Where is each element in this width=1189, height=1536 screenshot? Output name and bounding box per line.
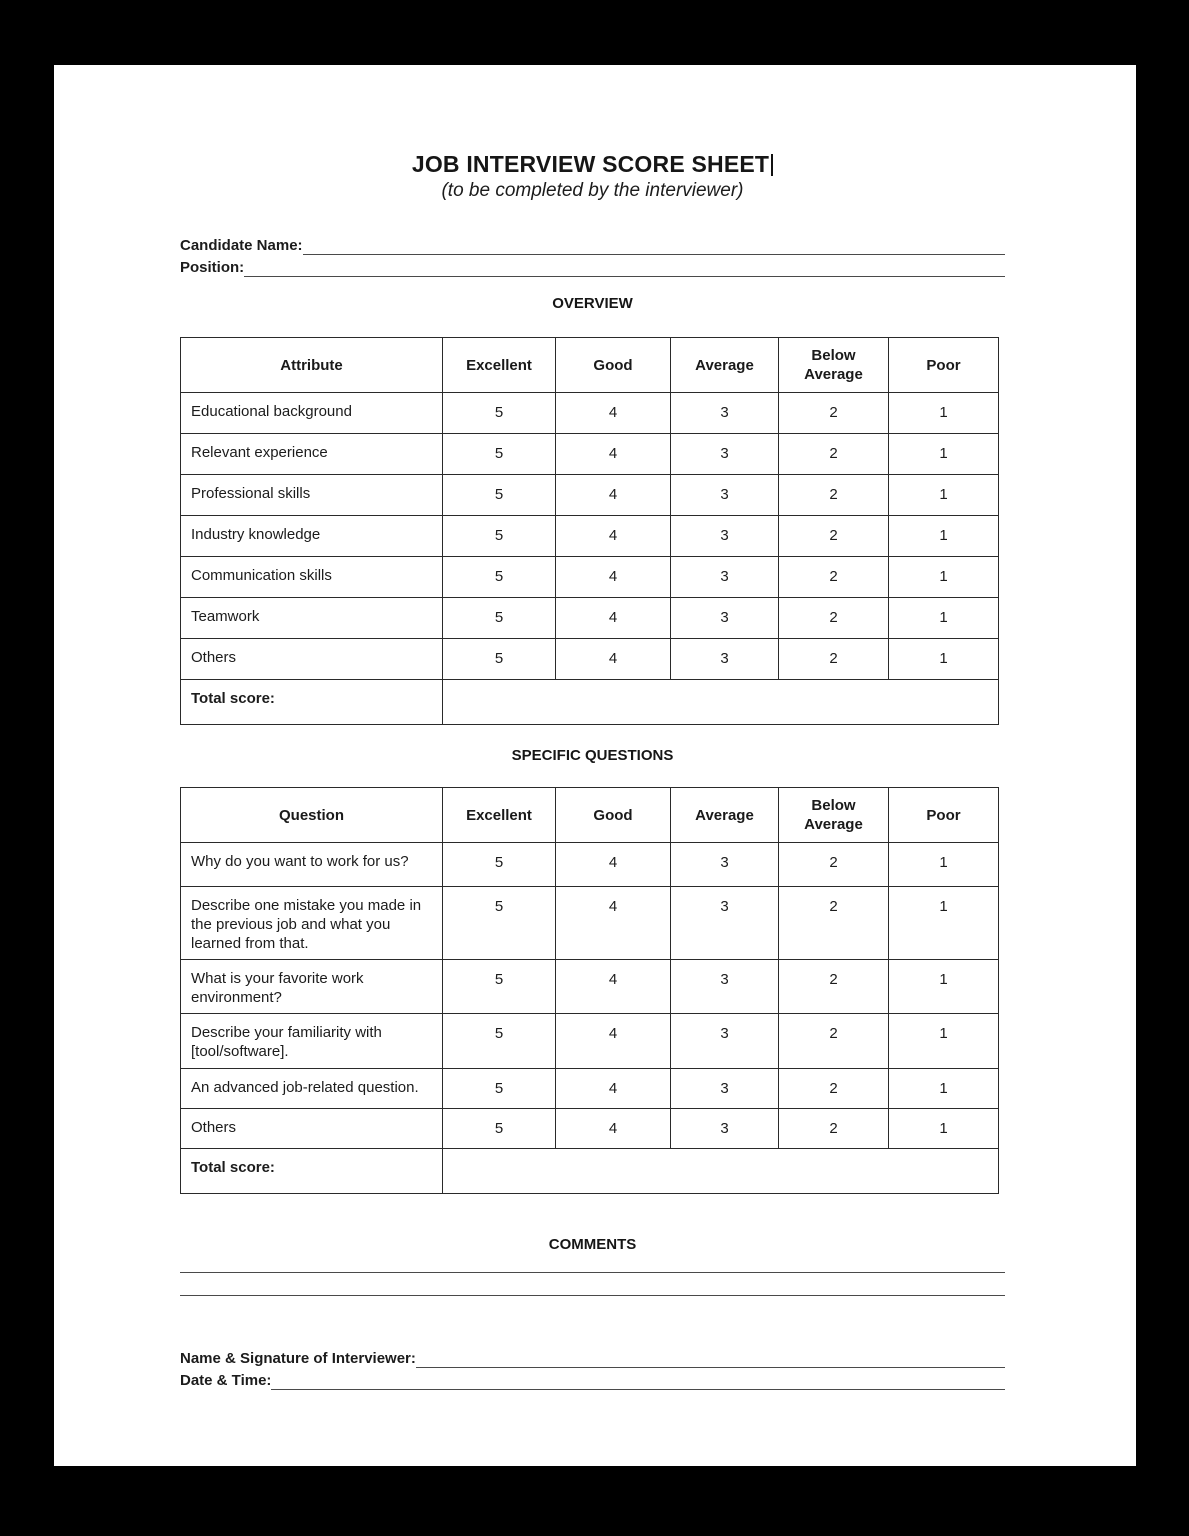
score-cell[interactable]: 5 — [443, 598, 556, 639]
total-score-label: Total score: — [181, 1149, 443, 1194]
score-cell[interactable]: 3 — [671, 393, 779, 434]
comments-line[interactable] — [180, 1273, 1005, 1296]
score-cell[interactable]: 5 — [443, 475, 556, 516]
attribute-label: Communication skills — [181, 557, 443, 598]
overview-heading: OVERVIEW — [552, 295, 633, 312]
overview-col-average: Average — [671, 338, 779, 393]
score-cell[interactable]: 1 — [889, 516, 999, 557]
score-cell[interactable]: 2 — [779, 639, 889, 680]
score-cell[interactable]: 4 — [556, 393, 671, 434]
score-cell[interactable]: 2 — [779, 843, 889, 887]
title-block — [180, 150, 1005, 204]
table-row — [181, 598, 999, 639]
document-page — [54, 65, 1136, 1466]
table-row — [181, 1014, 999, 1069]
score-cell[interactable]: 5 — [443, 434, 556, 475]
interviewer-signature-row — [180, 1346, 1005, 1368]
score-cell[interactable]: 2 — [779, 393, 889, 434]
table-row — [181, 557, 999, 598]
overview-col-good: Good — [556, 338, 671, 393]
score-cell[interactable]: 2 — [779, 1014, 889, 1069]
score-cell[interactable]: 1 — [889, 960, 999, 1014]
score-cell[interactable]: 5 — [443, 1069, 556, 1109]
score-cell[interactable]: 4 — [556, 1109, 671, 1149]
score-cell[interactable]: 4 — [556, 434, 671, 475]
score-cell[interactable]: 3 — [671, 598, 779, 639]
score-cell[interactable]: 1 — [889, 887, 999, 960]
score-cell[interactable]: 3 — [671, 887, 779, 960]
score-cell[interactable]: 4 — [556, 639, 671, 680]
overview-col-attribute: Attribute — [181, 338, 443, 393]
score-cell[interactable]: 5 — [443, 639, 556, 680]
overview-col-poor: Poor — [889, 338, 999, 393]
score-cell[interactable]: 1 — [889, 1069, 999, 1109]
attribute-label: Teamwork — [181, 598, 443, 639]
score-cell[interactable]: 1 — [889, 843, 999, 887]
text-cursor — [771, 154, 773, 176]
comments-area — [180, 1254, 1005, 1296]
score-cell[interactable]: 4 — [556, 516, 671, 557]
candidate-name-row — [180, 233, 1005, 255]
score-cell[interactable]: 3 — [671, 1109, 779, 1149]
score-cell[interactable]: 4 — [556, 843, 671, 887]
score-cell[interactable]: 3 — [671, 843, 779, 887]
question-label: Others — [181, 1109, 443, 1149]
score-cell[interactable]: 4 — [556, 598, 671, 639]
table-row — [181, 393, 999, 434]
overview-table — [180, 337, 999, 725]
score-cell[interactable]: 5 — [443, 393, 556, 434]
attribute-label: Educational background — [181, 393, 443, 434]
question-label: What is your favorite work environment? — [181, 960, 443, 1014]
page-title-text: JOB INTERVIEW SCORE SHEET — [411, 151, 770, 177]
question-label: An advanced job-related question. — [181, 1069, 443, 1109]
table-row — [181, 960, 999, 1014]
position-line[interactable] — [244, 259, 1005, 277]
score-cell[interactable]: 2 — [779, 557, 889, 598]
date-time-row — [180, 1368, 1005, 1390]
score-cell[interactable]: 1 — [889, 475, 999, 516]
overview-header-row — [181, 338, 999, 393]
specific-col-excellent: Excellent — [443, 788, 556, 843]
score-cell[interactable]: 4 — [556, 1069, 671, 1109]
page-subtitle: (to be completed by the interviewer) — [441, 180, 744, 201]
score-cell[interactable]: 3 — [671, 1069, 779, 1109]
score-cell[interactable]: 1 — [889, 434, 999, 475]
score-cell[interactable]: 5 — [443, 960, 556, 1014]
date-time-label: Date & Time: — [180, 1372, 272, 1389]
overview-col-below-average: Below Average — [779, 338, 889, 393]
question-label: Describe one mistake you made in the previous job and what you learned from that. — [181, 887, 443, 960]
score-cell[interactable]: 3 — [671, 1014, 779, 1069]
score-cell[interactable]: 2 — [779, 598, 889, 639]
score-cell[interactable]: 4 — [556, 557, 671, 598]
question-label: Why do you want to work for us? — [181, 843, 443, 887]
date-time-line[interactable] — [271, 1372, 1005, 1390]
specific-col-good: Good — [556, 788, 671, 843]
score-cell[interactable]: 1 — [889, 639, 999, 680]
overview-col-excellent: Excellent — [443, 338, 556, 393]
score-cell[interactable]: 3 — [671, 639, 779, 680]
score-cell[interactable]: 5 — [443, 1014, 556, 1069]
score-cell[interactable]: 5 — [443, 1109, 556, 1149]
score-cell[interactable]: 3 — [671, 960, 779, 1014]
table-row — [181, 1109, 999, 1149]
score-cell[interactable]: 4 — [556, 960, 671, 1014]
total-score-label: Total score: — [181, 680, 443, 725]
table-row — [181, 843, 999, 887]
attribute-label: Professional skills — [181, 475, 443, 516]
score-cell[interactable]: 4 — [556, 887, 671, 960]
score-cell[interactable]: 5 — [443, 557, 556, 598]
attribute-label: Others — [181, 639, 443, 680]
specific-col-below-average: Below Average — [779, 788, 889, 843]
page-title — [180, 150, 1005, 178]
candidate-name-label: Candidate Name: — [180, 237, 303, 254]
comments-heading: COMMENTS — [548, 1236, 637, 1253]
score-cell[interactable]: 5 — [443, 516, 556, 557]
specific-col-poor: Poor — [889, 788, 999, 843]
specific-questions-table — [180, 787, 999, 1194]
position-row — [180, 255, 1005, 277]
score-cell[interactable]: 1 — [889, 1109, 999, 1149]
attribute-label: Industry knowledge — [181, 516, 443, 557]
specific-col-question: Question — [181, 788, 443, 843]
score-cell[interactable]: 2 — [779, 960, 889, 1014]
specific-col-average: Average — [671, 788, 779, 843]
score-cell[interactable]: 5 — [443, 843, 556, 887]
score-cell[interactable]: 4 — [556, 475, 671, 516]
score-cell[interactable]: 2 — [779, 434, 889, 475]
position-label: Position: — [180, 259, 245, 276]
score-cell[interactable]: 1 — [889, 393, 999, 434]
score-cell[interactable]: 1 — [889, 557, 999, 598]
score-cell[interactable]: 4 — [556, 1014, 671, 1069]
total-score-value-cell[interactable] — [443, 680, 999, 725]
comments-line[interactable] — [180, 1254, 1005, 1273]
score-cell[interactable]: 1 — [889, 598, 999, 639]
question-label: Describe your familiarity with [tool/software]. — [181, 1014, 443, 1069]
signature-fields — [180, 1346, 1005, 1390]
interviewer-signature-line[interactable] — [416, 1350, 1005, 1368]
table-row — [181, 887, 999, 960]
table-row — [181, 639, 999, 680]
score-cell[interactable]: 1 — [889, 1014, 999, 1069]
specific-questions-heading: SPECIFIC QUESTIONS — [511, 747, 674, 764]
score-cell[interactable]: 5 — [443, 887, 556, 960]
score-cell[interactable]: 3 — [671, 557, 779, 598]
score-cell[interactable]: 3 — [671, 434, 779, 475]
table-row — [181, 434, 999, 475]
score-cell[interactable]: 2 — [779, 887, 889, 960]
total-score-value-cell[interactable] — [443, 1149, 999, 1194]
candidate-fields — [180, 233, 1005, 277]
score-cell[interactable]: 2 — [779, 1109, 889, 1149]
table-row — [181, 1069, 999, 1109]
specific-header-row — [181, 788, 999, 843]
interviewer-signature-label: Name & Signature of Interviewer: — [180, 1350, 416, 1367]
total-score-row — [181, 1149, 999, 1194]
table-row — [181, 516, 999, 557]
candidate-name-line[interactable] — [303, 237, 1005, 255]
score-cell[interactable]: 3 — [671, 475, 779, 516]
score-cell[interactable]: 2 — [779, 1069, 889, 1109]
table-row — [181, 475, 999, 516]
score-cell[interactable]: 2 — [779, 516, 889, 557]
score-cell[interactable]: 2 — [779, 475, 889, 516]
attribute-label: Relevant experience — [181, 434, 443, 475]
total-score-row — [181, 680, 999, 725]
score-cell[interactable]: 3 — [671, 516, 779, 557]
